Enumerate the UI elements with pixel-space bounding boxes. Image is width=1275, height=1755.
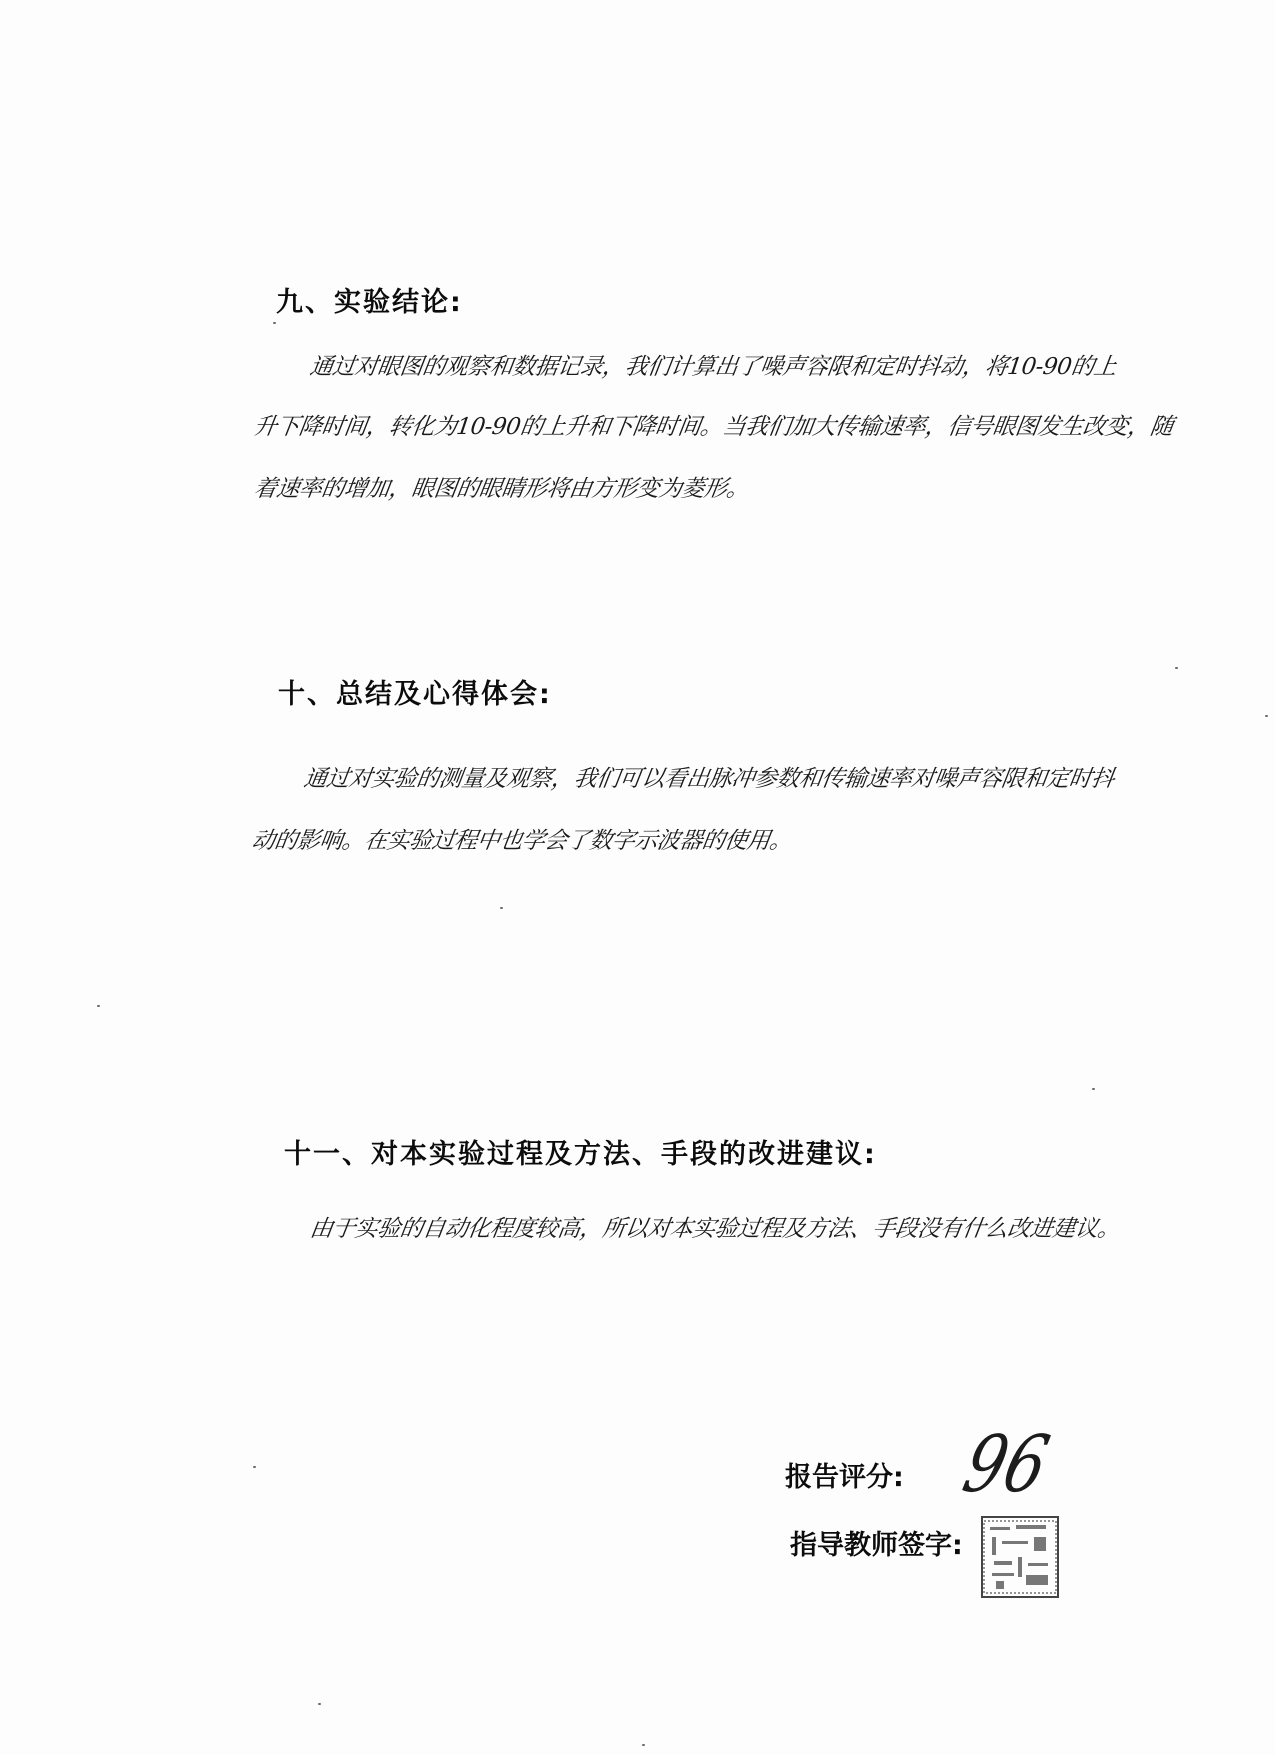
scan-speck [1265, 715, 1268, 717]
scan-speck [273, 322, 276, 324]
signature-label: 指导教师签字: [790, 1530, 963, 1561]
scan-speck [1092, 1088, 1095, 1090]
scan-speck [500, 907, 503, 909]
conclusion-line-2: 升下降时间，转化为10-90的上升和下降时间。当我们加大传输速率，信号眼图发生改变，随 [252, 414, 1175, 440]
scan-speck [1175, 667, 1178, 669]
suggestions-line-1: 由于实验的自动化程度较高，所以对本实验过程及方法、手段没有什么改进建议。 [308, 1216, 1122, 1242]
score-value: 96 [955, 1420, 1057, 1510]
summary-line-1: 通过对实验的测量及观察，我们可以看出脉冲参数和传输速率对噪声容限和定时抖 [302, 766, 1116, 792]
scan-speck [253, 1466, 256, 1468]
instructor-signature-seal [980, 1515, 1060, 1599]
scan-speck [318, 1703, 321, 1705]
section-heading-conclusion: 九、实验结论: [276, 287, 463, 318]
score-label: 报告评分: [785, 1462, 904, 1493]
section-heading-summary: 十、总结及心得体会: [278, 679, 552, 710]
conclusion-line-3: 着速率的增加，眼图的眼睛形将由方形变为菱形。 [252, 476, 751, 502]
scan-speck [642, 1744, 645, 1746]
conclusion-line-1: 通过对眼图的观察和数据记录，我们计算出了噪声容限和定时抖动，将10-90的上 [308, 354, 1119, 380]
scan-speck [97, 1005, 100, 1007]
summary-line-2: 动的影响。在实验过程中也学会了数字示波器的使用。 [250, 828, 794, 854]
section-heading-suggestions: 十一、对本实验过程及方法、手段的改进建议: [284, 1139, 877, 1170]
